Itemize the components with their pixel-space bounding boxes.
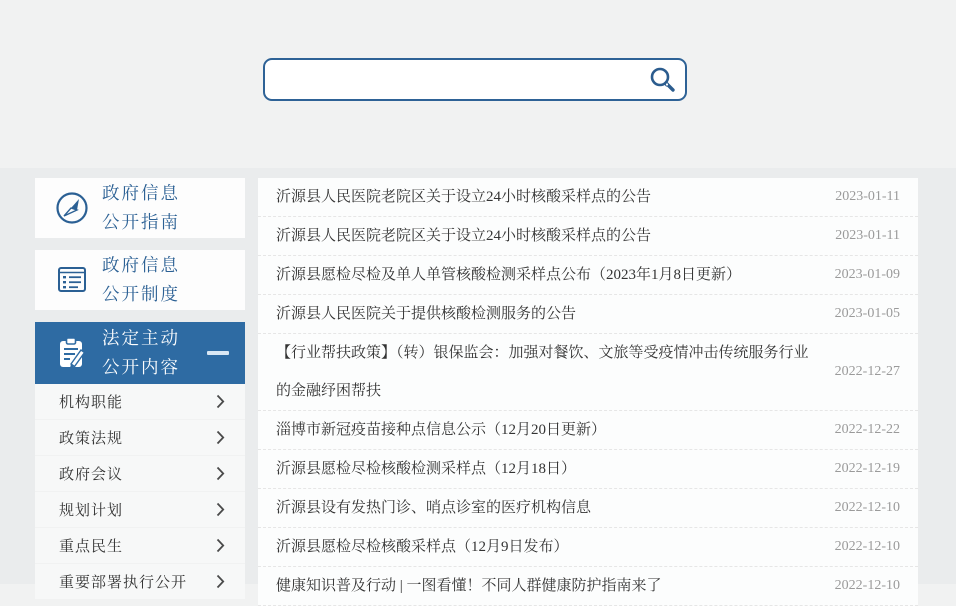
clipboard-pencil-icon [48,335,96,371]
sidebar-card-2[interactable] [35,322,245,384]
card-label-line2: 公开内容 [102,357,180,377]
news-date: 2022-12-10 [834,578,900,593]
sidebar-submenu-item-0[interactable] [35,384,245,420]
submenu-item-label: 机构职能 [59,395,124,411]
news-title-link[interactable]: 沂源县愿检尽检核酸检测采样点（12月18日） [276,461,577,477]
chevron-right-icon [216,394,225,409]
news-title-link[interactable]: 沂源县愿检尽检及单人单管核酸检测采样点公布（2023年1月8日更新） [276,267,742,283]
sidebar-card-0[interactable] [35,178,245,238]
card-label-line1: 政府信息 [102,183,180,203]
sidebar-submenu-item-4[interactable] [35,528,245,564]
news-row[interactable] [258,450,918,489]
submenu-item-label: 政府会议 [59,467,124,483]
submenu-item-label: 重点民生 [59,539,124,555]
news-title-link[interactable]: 健康知识普及行动 | 一图看懂！不同人群健康防护指南来了 [276,578,662,594]
news-row[interactable] [258,217,918,256]
news-row[interactable] [258,528,918,567]
card-label-line1: 政府信息 [102,255,180,275]
news-title-link[interactable]: 沂源县人民医院老院区关于设立24小时核酸采样点的公告 [276,228,652,244]
submenu-item-label: 政策法规 [59,431,124,447]
sidebar-card-label [102,324,180,382]
sidebar-submenu-item-1[interactable] [35,420,245,456]
collapse-minus-icon[interactable] [207,351,229,355]
chevron-right-icon [216,574,225,589]
news-date: 2023-01-11 [835,228,900,243]
news-date: 2022-12-27 [834,364,900,379]
news-row[interactable] [258,334,918,411]
news-date: 2023-01-09 [834,267,900,282]
news-title-link[interactable]: 沂源县设有发热门诊、哨点诊室的医疗机构信息 [276,500,592,516]
news-row[interactable] [258,489,918,528]
card-label-line2: 公开制度 [102,284,180,304]
compass-icon [48,190,96,226]
chevron-right-icon [216,502,225,517]
search-bar [263,58,687,101]
news-title-link[interactable]: 沂源县愿检尽检核酸采样点（12月9日发布） [276,539,569,555]
news-title-link[interactable]: 淄博市新冠疫苗接种点信息公示（12月20日更新） [276,422,607,438]
news-date: 2022-12-10 [834,500,900,515]
news-title-link[interactable]: 沂源县人民医院关于提供核酸检测服务的公告 [276,306,577,322]
news-row[interactable] [258,411,918,450]
sidebar-card-label [102,179,180,237]
news-date: 2023-01-05 [834,306,900,321]
search-button[interactable] [647,65,685,95]
submenu-item-label: 规划计划 [59,503,124,519]
news-date: 2022-12-19 [834,461,900,476]
news-date: 2023-01-11 [835,189,900,204]
search-input[interactable] [265,60,647,99]
sidebar-submenu-item-5[interactable] [35,564,245,600]
document-icon [48,263,96,297]
news-row[interactable] [258,295,918,334]
sidebar-submenu-item-2[interactable] [35,456,245,492]
news-row[interactable] [258,256,918,295]
news-list [258,178,918,606]
news-title-link[interactable]: 【行业帮扶政策】（转）银保监会：加强对餐饮、文旅等受疫情冲击传统服务行业的金融纾困帮扶 [276,345,809,399]
card-label-line1: 法定主动 [102,328,180,348]
chevron-right-icon [216,538,225,553]
sidebar-submenu [35,384,245,600]
search-icon [647,65,677,95]
sidebar-submenu-item-3[interactable] [35,492,245,528]
chevron-right-icon [216,466,225,481]
sidebar-card-label [102,251,180,309]
news-date: 2022-12-22 [834,422,900,437]
card-label-line2: 公开指南 [102,212,180,232]
news-date: 2022-12-10 [834,539,900,554]
submenu-item-label: 重要部署执行公开 [59,575,188,591]
news-row[interactable] [258,567,918,606]
news-title-link[interactable]: 沂源县人民医院老院区关于设立24小时核酸采样点的公告 [276,189,652,205]
sidebar-card-1[interactable] [35,250,245,310]
news-row[interactable] [258,178,918,217]
sidebar [35,178,245,600]
chevron-right-icon [216,430,225,445]
